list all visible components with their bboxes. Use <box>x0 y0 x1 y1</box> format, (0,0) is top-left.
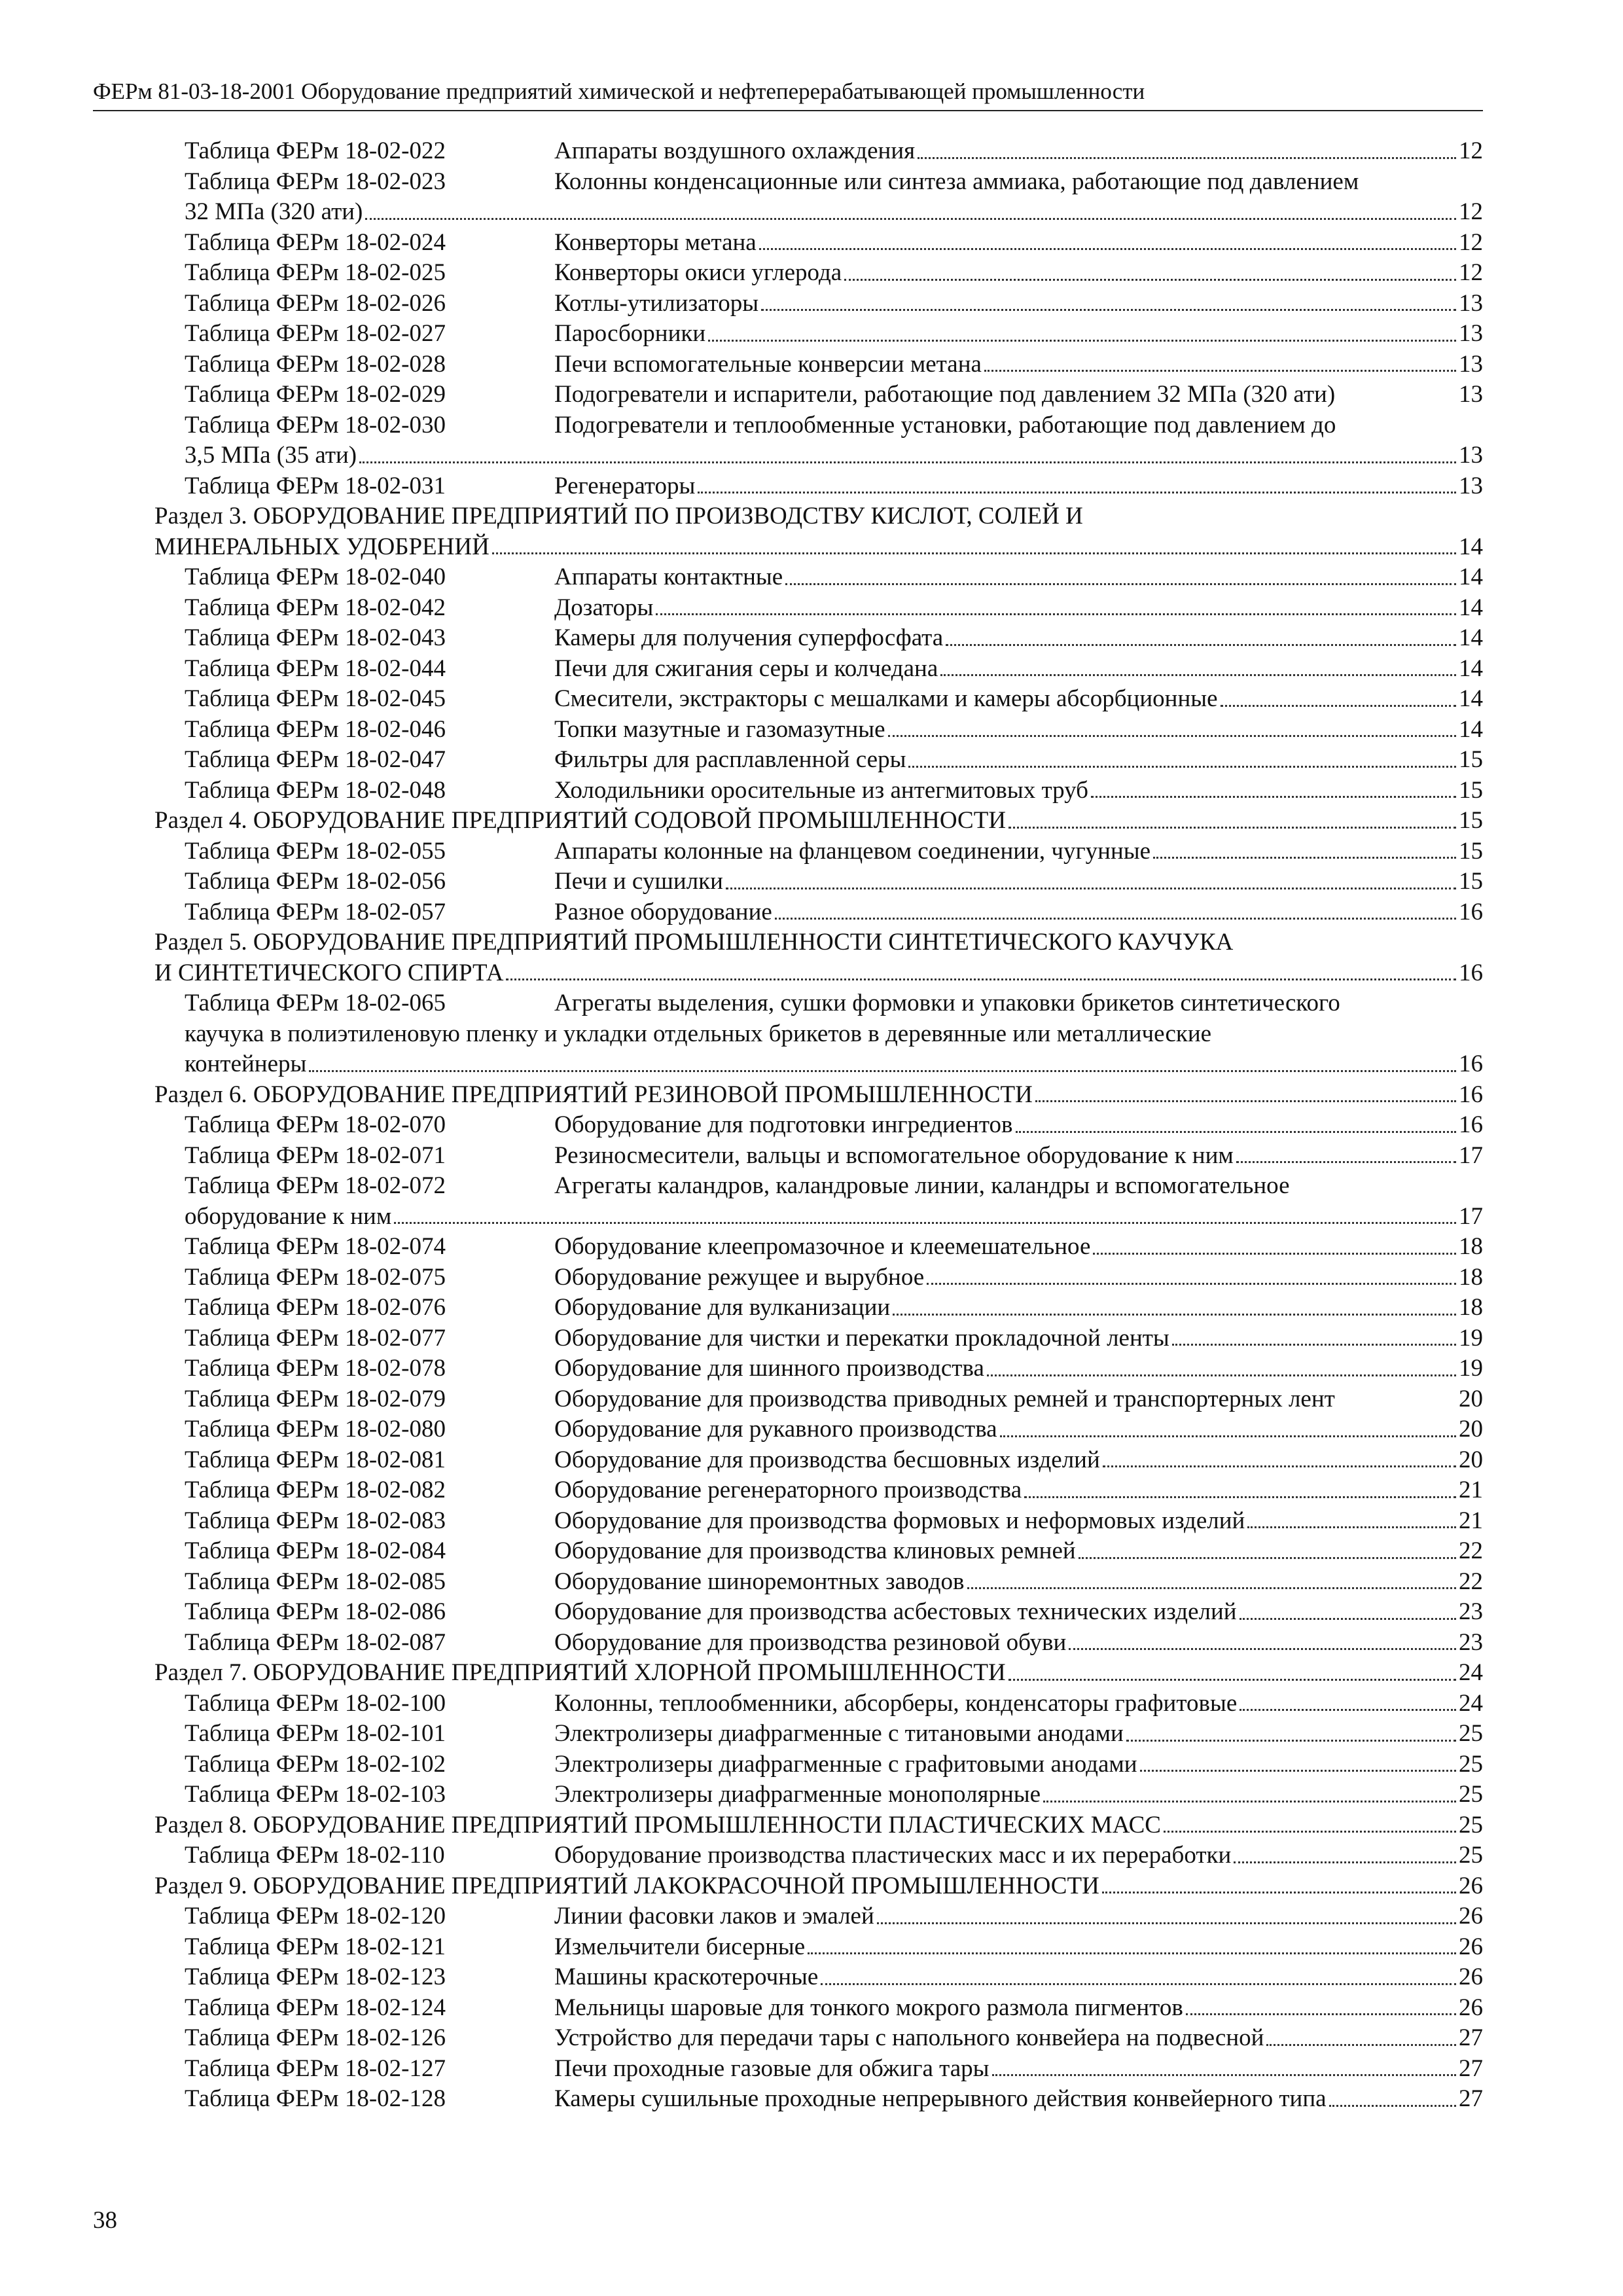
entry-title: Печи для сжигания серы и колчедана <box>554 655 938 682</box>
entry-title: Аппараты колонные на фланцевом соединении, чугунные <box>554 837 1151 865</box>
entry-title: Топки мазутные и газомазутные <box>554 715 885 743</box>
dot-leader <box>893 1313 1456 1316</box>
entry-title: Электролизеры диафрагменные с титановыми анодами <box>554 1720 1124 1747</box>
entry-title: Оборудование для вулканизации <box>554 1294 891 1321</box>
table-code: Таблица ФЕРм 18-02-047 <box>185 746 446 773</box>
table-of-contents <box>154 136 1483 2115</box>
entry-title: Подогреватели и теплообменные установки, работающие под давлением до <box>554 411 1336 439</box>
entry-title: Печи вспомогательные конверсии метана <box>554 350 982 378</box>
toc-section-heading-continuation[interactable] <box>154 958 1483 989</box>
section-title: Раздел 5. ОБОРУДОВАНИЕ ПРЕДПРИЯТИЙ ПРОМЫШЛЕННОСТИ СИНТЕТИЧЕСКОГО КАУЧУКА <box>154 929 1234 956</box>
table-code: Таблица ФЕРм 18-02-121 <box>185 1933 446 1960</box>
toc-entry[interactable] <box>154 623 1483 654</box>
toc-entry[interactable] <box>154 1384 1483 1415</box>
dot-leader <box>1164 1830 1456 1833</box>
entry-title: Паросборники <box>554 320 706 347</box>
dot-leader <box>992 2073 1456 2076</box>
table-code: Таблица ФЕРм 18-02-024 <box>185 228 446 256</box>
page-ref: 15 <box>1459 776 1483 804</box>
dot-leader <box>1186 2013 1456 2015</box>
entry-title: Аппараты воздушного охлаждения <box>554 137 916 164</box>
entry-title: Холодильники оросительные из антегмитовых труб <box>554 776 1088 804</box>
toc-entry[interactable] <box>154 1536 1483 1567</box>
dot-leader <box>1234 1861 1456 1863</box>
dot-leader <box>1091 795 1456 798</box>
toc-entry[interactable] <box>154 1719 1483 1749</box>
toc-section-heading[interactable] <box>154 927 1483 958</box>
table-code: Таблица ФЕРм 18-02-042 <box>185 594 446 621</box>
dot-leader <box>1079 1556 1456 1559</box>
toc-entry-continuation[interactable] <box>154 1049 1483 1080</box>
toc-entry[interactable] <box>154 776 1483 806</box>
table-code: Таблица ФЕРм 18-02-081 <box>185 1446 446 1473</box>
page-ref: 22 <box>1459 1537 1483 1564</box>
table-code: Таблица ФЕРм 18-02-127 <box>185 2054 446 2082</box>
entry-title: Оборудование для производства резиновой обуви <box>554 1628 1067 1656</box>
section-title-continuation: МИНЕРАЛЬНЫХ УДОБРЕНИЙ <box>154 533 490 560</box>
page-ref: 27 <box>1459 2085 1483 2112</box>
entry-title: Оборудование шиноремонтных заводов <box>554 1568 965 1595</box>
running-header: ФЕРм 81-03-18-2001 Оборудование предприятий химической и нефтеперерабатывающей промышленности <box>93 73 1483 111</box>
toc-entry[interactable] <box>154 715 1483 745</box>
page-ref: 25 <box>1459 1750 1483 1778</box>
table-code: Таблица ФЕРм 18-02-083 <box>185 1507 446 1534</box>
page-ref: 22 <box>1459 1568 1483 1595</box>
table-code: Таблица ФЕРм 18-02-023 <box>185 168 446 195</box>
dot-leader <box>1240 1617 1456 1620</box>
toc-section-heading[interactable] <box>154 501 1483 532</box>
entry-title: Оборудование для производства формовых и неформовых изделий <box>554 1507 1245 1534</box>
page-ref: 13 <box>1459 320 1483 347</box>
page-ref: 18 <box>1459 1263 1483 1291</box>
dot-leader <box>359 461 1456 463</box>
page-ref: 14 <box>1459 685 1483 712</box>
entry-title: Аппараты контактные <box>554 564 783 590</box>
entry-title: Подогреватели и испарители, работающие под давлением 32 МПа (320 ати) <box>554 381 1336 408</box>
page-ref: 14 <box>1459 624 1483 651</box>
entry-title: Оборудование для производства приводных ремней и транспортерных лент <box>554 1385 1335 1412</box>
toc-entry[interactable] <box>154 988 1483 1019</box>
table-code: Таблица ФЕРм 18-02-030 <box>185 411 446 439</box>
toc-entry[interactable] <box>154 897 1483 928</box>
table-code: Таблица ФЕРм 18-02-027 <box>185 320 446 347</box>
toc-section-heading[interactable] <box>154 1080 1483 1111</box>
table-code: Таблица ФЕРм 18-02-124 <box>185 1994 446 2021</box>
entry-title: Печи и сушилки <box>554 868 723 895</box>
dot-leader <box>1266 2043 1456 2046</box>
dot-leader <box>1126 1739 1456 1742</box>
dot-leader <box>309 1069 1456 1072</box>
table-code: Таблица ФЕРм 18-02-078 <box>185 1355 446 1382</box>
table-code: Таблица ФЕРм 18-02-044 <box>185 655 446 682</box>
page-ref: 25 <box>1459 1811 1483 1839</box>
toc-entry[interactable] <box>154 1840 1483 1871</box>
page-ref: 14 <box>1459 715 1483 743</box>
table-code: Таблица ФЕРм 18-02-100 <box>185 1689 446 1717</box>
dot-leader <box>365 217 1456 220</box>
toc-entry[interactable] <box>154 1506 1483 1537</box>
table-code: Таблица ФЕРм 18-02-040 <box>185 564 446 590</box>
dot-leader <box>1247 1526 1456 1528</box>
toc-entry[interactable] <box>154 410 1483 441</box>
toc-entry[interactable] <box>154 1567 1483 1598</box>
entry-title-continuation: оборудование к ним <box>185 1202 392 1230</box>
dot-leader <box>759 247 1456 250</box>
entry-title: Конверторы окиси углерода <box>554 259 842 286</box>
toc-entry[interactable] <box>154 1354 1483 1384</box>
entry-title: Устройство для передачи тары с напольного конвейера на подвесной <box>554 2024 1264 2051</box>
table-code: Таблица ФЕРм 18-02-031 <box>185 472 446 499</box>
dot-leader <box>761 308 1456 311</box>
page-ref: 26 <box>1459 1994 1483 2021</box>
section-title: Раздел 7. ОБОРУДОВАНИЕ ПРЕДПРИЯТИЙ ХЛОРНОЙ ПРОМЫШЛЕННОСТИ <box>154 1659 1006 1686</box>
table-code: Таблица ФЕРм 18-02-087 <box>185 1628 446 1656</box>
dot-leader <box>1093 1252 1456 1255</box>
toc-entry[interactable] <box>154 380 1483 410</box>
table-code: Таблица ФЕРм 18-02-056 <box>185 868 446 895</box>
page-ref: 12 <box>1459 137 1483 164</box>
page-ref: 26 <box>1459 1872 1483 1899</box>
toc-entry[interactable] <box>154 1293 1483 1323</box>
section-title: Раздел 4. ОБОРУДОВАНИЕ ПРЕДПРИЯТИЙ СОДОВОЙ ПРОМЫШЛЕННОСТИ <box>154 807 1007 834</box>
toc-entry[interactable] <box>154 2023 1483 2054</box>
dot-leader <box>927 1282 1456 1285</box>
dot-leader <box>708 339 1456 342</box>
toc-entry[interactable] <box>154 684 1483 715</box>
table-code: Таблица ФЕРм 18-02-103 <box>185 1781 446 1808</box>
page-ref: 26 <box>1459 1933 1483 1960</box>
dot-leader <box>844 278 1456 281</box>
table-code: Таблица ФЕРм 18-02-110 <box>185 1842 445 1869</box>
page-ref: 18 <box>1459 1294 1483 1321</box>
page-ref: 24 <box>1459 1659 1483 1686</box>
page-ref: 20 <box>1459 1446 1483 1473</box>
table-code: Таблица ФЕРм 18-02-079 <box>185 1385 446 1412</box>
toc-entry[interactable] <box>154 836 1483 867</box>
dot-leader <box>394 1221 1456 1224</box>
toc-entry[interactable] <box>154 1749 1483 1780</box>
dot-leader <box>1240 1708 1456 1711</box>
table-code: Таблица ФЕРм 18-02-123 <box>185 1964 446 1990</box>
page-ref: 17 <box>1459 1202 1483 1230</box>
dot-leader <box>1329 2104 1456 2107</box>
page-ref: 27 <box>1459 2054 1483 2082</box>
entry-title: Оборудование для производства бесшовных изделий <box>554 1446 1100 1473</box>
toc-section-heading-continuation[interactable] <box>154 532 1483 563</box>
table-code: Таблица ФЕРм 18-02-065 <box>185 990 446 1016</box>
page-ref: 19 <box>1459 1355 1483 1382</box>
toc-entry[interactable] <box>154 228 1483 259</box>
entry-title: Разное оборудование <box>554 898 772 925</box>
toc-entry[interactable] <box>154 1232 1483 1263</box>
dot-leader <box>984 369 1456 372</box>
page-ref: 13 <box>1459 442 1483 469</box>
table-code: Таблица ФЕРм 18-02-057 <box>185 898 446 925</box>
entry-title: Оборудование для производства асбестовых технических изделий <box>554 1598 1237 1625</box>
dot-leader <box>1008 826 1456 829</box>
dot-leader <box>1172 1343 1456 1346</box>
page-ref: 12 <box>1459 228 1483 256</box>
toc-entry[interactable] <box>154 1993 1483 2024</box>
page-ref: 15 <box>1459 746 1483 773</box>
page-ref: 24 <box>1459 1689 1483 1717</box>
page-ref: 12 <box>1459 259 1483 286</box>
toc-entry[interactable] <box>154 1171 1483 1202</box>
table-code: Таблица ФЕРм 18-02-128 <box>185 2085 446 2112</box>
dot-leader <box>1069 1647 1456 1650</box>
page-ref: 25 <box>1459 1720 1483 1747</box>
entry-title: Оборудование производства пластических масс и их переработки <box>554 1842 1232 1869</box>
dot-leader <box>726 887 1456 889</box>
table-code: Таблица ФЕРм 18-02-101 <box>185 1720 446 1747</box>
entry-title: Смесители, экстракторы с мешалками и камеры абсорбционные <box>554 685 1218 712</box>
page-ref: 17 <box>1459 1141 1483 1169</box>
page-ref: 13 <box>1459 289 1483 317</box>
table-code: Таблица ФЕРм 18-02-086 <box>185 1598 446 1625</box>
dot-leader <box>1000 1435 1456 1437</box>
dot-leader <box>888 734 1456 737</box>
dot-leader <box>877 1922 1456 1924</box>
section-title: Раздел 8. ОБОРУДОВАНИЕ ПРЕДПРИЯТИЙ ПРОМЫШЛЕННОСТИ ПЛАСТИЧЕСКИХ МАСС <box>154 1811 1161 1839</box>
entry-title: Оборудование для шинного производства <box>554 1355 984 1382</box>
toc-entry[interactable] <box>154 2084 1483 2115</box>
table-code: Таблица ФЕРм 18-02-102 <box>185 1750 446 1778</box>
page-ref: 20 <box>1459 1385 1483 1412</box>
entry-title: Колонны, теплообменники, абсорберы, конденсаторы графитовые <box>554 1689 1238 1717</box>
table-code: Таблица ФЕРм 18-02-022 <box>185 137 446 164</box>
entry-title: Камеры для получения суперфосфата <box>554 624 944 651</box>
toc-section-heading[interactable] <box>154 1658 1483 1689</box>
section-title-continuation: И СИНТЕТИЧЕСКОГО СПИРТА <box>154 959 504 986</box>
entry-title: Оборудование для производства клиновых ремней <box>554 1537 1076 1564</box>
entry-title: Агрегаты выделения, сушки формовки и упаковки брикетов синтетического <box>554 990 1340 1016</box>
page-ref: 26 <box>1459 1964 1483 1990</box>
toc-entry[interactable] <box>154 350 1483 380</box>
dot-leader <box>1102 1891 1456 1893</box>
entry-title: Резиносмесители, вальцы и вспомогательное оборудование к ним <box>554 1141 1234 1169</box>
toc-entry[interactable] <box>154 593 1483 624</box>
entry-title-continuation: 32 МПа (320 ати) <box>185 198 363 225</box>
table-code: Таблица ФЕРм 18-02-077 <box>185 1324 446 1352</box>
dot-leader <box>775 917 1456 920</box>
entry-title: Мельницы шаровые для тонкого мокрого размола пигментов <box>554 1994 1183 2021</box>
entry-title: Измельчители бисерные <box>554 1933 806 1960</box>
toc-entry[interactable] <box>154 562 1483 593</box>
toc-entry[interactable] <box>154 745 1483 776</box>
page-ref: 18 <box>1459 1233 1483 1260</box>
toc-entry[interactable] <box>154 167 1483 198</box>
dot-leader <box>918 156 1456 159</box>
page-ref: 23 <box>1459 1628 1483 1656</box>
page-ref: 21 <box>1459 1477 1483 1503</box>
page-ref: 23 <box>1459 1598 1483 1625</box>
page-ref: 26 <box>1459 1903 1483 1929</box>
section-title: Раздел 3. ОБОРУДОВАНИЕ ПРЕДПРИЯТИЙ ПО ПРОИЗВОДСТВУ КИСЛОТ, СОЛЕЙ И <box>154 503 1083 529</box>
dot-leader <box>1008 1678 1456 1681</box>
entry-title: Электролизеры диафрагменные с графитовыми анодами <box>554 1750 1137 1778</box>
toc-entry[interactable] <box>154 2054 1483 2085</box>
entry-title: Дозаторы <box>554 594 654 621</box>
dot-leader <box>987 1374 1456 1376</box>
toc-entry[interactable] <box>154 1597 1483 1628</box>
toc-entry[interactable] <box>154 1628 1483 1659</box>
toc-entry[interactable] <box>154 1323 1483 1354</box>
section-title: Раздел 9. ОБОРУДОВАНИЕ ПРЕДПРИЯТИЙ ЛАКОКРАСОЧНОЙ ПРОМЫШЛЕННОСТИ <box>154 1872 1099 1899</box>
entry-title-continuation: контейнеры <box>185 1050 307 1077</box>
table-code: Таблица ФЕРм 18-02-048 <box>185 776 446 804</box>
dot-leader <box>940 673 1456 676</box>
page-ref: 16 <box>1459 959 1483 986</box>
entry-title: Оборудование для рукавного производства <box>554 1416 997 1443</box>
dot-leader <box>1236 1160 1456 1163</box>
entry-title: Линии фасовки лаков и эмалей <box>554 1903 874 1929</box>
dot-leader <box>1043 1800 1456 1803</box>
entry-title: Котлы-утилизаторы <box>554 289 759 317</box>
table-code: Таблица ФЕРм 18-02-029 <box>185 381 446 408</box>
table-code: Таблица ФЕРм 18-02-080 <box>185 1416 446 1443</box>
table-code: Таблица ФЕРм 18-02-045 <box>185 685 446 712</box>
toc-section-heading[interactable] <box>154 806 1483 836</box>
toc-entry[interactable] <box>154 1901 1483 1932</box>
page-ref: 16 <box>1459 1050 1483 1077</box>
entry-title: Оборудование клеепромазочное и клеемешательное <box>554 1233 1091 1260</box>
table-code: Таблица ФЕРм 18-02-126 <box>185 2024 446 2051</box>
dot-leader <box>785 583 1456 585</box>
entry-title: Оборудование регенераторного производства <box>554 1477 1022 1503</box>
toc-entry-continuation[interactable] <box>154 440 1483 471</box>
dot-leader <box>967 1587 1456 1589</box>
table-code: Таблица ФЕРм 18-02-055 <box>185 837 446 865</box>
toc-entry[interactable] <box>154 1445 1483 1476</box>
page-ref: 19 <box>1459 1324 1483 1352</box>
page-ref: 25 <box>1459 1842 1483 1869</box>
toc-entry[interactable] <box>154 1475 1483 1506</box>
toc-section-heading[interactable] <box>154 1810 1483 1841</box>
page-ref: 16 <box>1459 1081 1483 1108</box>
table-code: Таблица ФЕРм 18-02-074 <box>185 1233 446 1260</box>
toc-entry[interactable] <box>154 1263 1483 1293</box>
toc-entry[interactable] <box>154 1110 1483 1141</box>
page-ref: 14 <box>1459 594 1483 621</box>
table-code: Таблица ФЕРм 18-02-076 <box>185 1294 446 1321</box>
toc-entry[interactable] <box>154 471 1483 502</box>
table-code: Таблица ФЕРм 18-02-046 <box>185 715 446 743</box>
entry-title: Камеры сушильные проходные непрерывного действия конвейерного типа <box>554 2085 1327 2112</box>
toc-entry[interactable] <box>154 1141 1483 1172</box>
page-ref: 14 <box>1459 655 1483 682</box>
page-ref: 12 <box>1459 198 1483 225</box>
toc-section-heading[interactable] <box>154 1871 1483 1902</box>
dot-leader <box>1024 1496 1456 1498</box>
page-ref: 13 <box>1459 381 1483 408</box>
dot-leader <box>506 978 1456 980</box>
page-ref: 16 <box>1459 1111 1483 1138</box>
table-code: Таблица ФЕРм 18-02-028 <box>185 350 446 378</box>
dot-leader <box>1140 1769 1456 1772</box>
entry-title: Оборудование для чистки и перекатки прокладочной ленты <box>554 1324 1169 1352</box>
page-number: 38 <box>93 2207 117 2234</box>
entry-title-continuation: каучука в полиэтиленовую пленку и укладки отдельных брикетов в деревянные или металлические <box>185 1020 1212 1047</box>
toc-entry-continuation[interactable] <box>154 197 1483 228</box>
dot-leader <box>492 552 1456 554</box>
entry-title: Конверторы метана <box>554 228 757 256</box>
page-ref: 25 <box>1459 1781 1483 1808</box>
toc-entry[interactable] <box>154 289 1483 319</box>
dot-leader <box>908 765 1456 768</box>
page-ref: 21 <box>1459 1507 1483 1534</box>
dot-leader <box>946 643 1456 646</box>
toc-entry[interactable] <box>154 654 1483 685</box>
page-ref: 15 <box>1459 837 1483 865</box>
table-code: Таблица ФЕРм 18-02-084 <box>185 1537 446 1564</box>
entry-title: Машины краскотерочные <box>554 1964 819 1990</box>
table-code: Таблица ФЕРм 18-02-026 <box>185 289 446 317</box>
table-code: Таблица ФЕРм 18-02-043 <box>185 624 446 651</box>
dot-leader <box>821 1982 1456 1985</box>
table-code: Таблица ФЕРм 18-02-120 <box>185 1903 446 1929</box>
entry-title: Оборудование режущее и вырубное <box>554 1263 925 1291</box>
page-ref: 16 <box>1459 898 1483 925</box>
page-ref: 13 <box>1459 350 1483 378</box>
dot-leader <box>656 613 1456 615</box>
toc-entry[interactable] <box>154 1932 1483 1963</box>
dot-leader <box>1221 704 1456 707</box>
toc-entry[interactable] <box>154 1414 1483 1445</box>
table-code: Таблица ФЕРм 18-02-025 <box>185 259 446 286</box>
page-ref: 20 <box>1459 1416 1483 1443</box>
page-ref: 15 <box>1459 807 1483 834</box>
entry-title: Электролизеры диафрагменные монополярные <box>554 1781 1041 1808</box>
toc-entry[interactable] <box>154 1780 1483 1810</box>
toc-entry[interactable] <box>154 1689 1483 1719</box>
page-ref: 14 <box>1459 533 1483 560</box>
dot-leader <box>1103 1465 1456 1467</box>
table-code: Таблица ФЕРм 18-02-075 <box>185 1263 446 1291</box>
dot-leader <box>698 491 1456 493</box>
toc-entry[interactable] <box>154 319 1483 350</box>
entry-title: Печи проходные газовые для обжига тары <box>554 2054 990 2082</box>
table-code: Таблица ФЕРм 18-02-072 <box>185 1172 446 1199</box>
page-ref: 27 <box>1459 2024 1483 2051</box>
entry-title: Фильтры для расплавленной серы <box>554 746 906 773</box>
dot-leader <box>1035 1100 1456 1102</box>
table-code: Таблица ФЕРм 18-02-071 <box>185 1141 446 1169</box>
page-ref: 14 <box>1459 564 1483 590</box>
dot-leader <box>1016 1130 1456 1133</box>
toc-entry[interactable] <box>154 136 1483 167</box>
entry-title: Агрегаты каландров, каландровые линии, каландры и вспомогательное <box>554 1172 1290 1199</box>
toc-entry[interactable] <box>154 1962 1483 1993</box>
section-title: Раздел 6. ОБОРУДОВАНИЕ ПРЕДПРИЯТИЙ РЕЗИНОВОЙ ПРОМЫШЛЕННОСТИ <box>154 1081 1033 1108</box>
entry-title: Регенераторы <box>554 472 696 499</box>
toc-entry[interactable] <box>154 258 1483 289</box>
table-code: Таблица ФЕРм 18-02-082 <box>185 1477 446 1503</box>
entry-title: Оборудование для подготовки ингредиентов <box>554 1111 1013 1138</box>
table-code: Таблица ФЕРм 18-02-070 <box>185 1111 446 1138</box>
dot-leader <box>808 1952 1456 1954</box>
page-ref: 13 <box>1459 472 1483 499</box>
entry-title: Колонны конденсационные или синтеза аммиака, работающие под давлением <box>554 168 1359 195</box>
table-code: Таблица ФЕРм 18-02-085 <box>185 1568 446 1595</box>
toc-entry-continuation[interactable] <box>154 1019 1483 1050</box>
entry-title-continuation: 3,5 МПа (35 ати) <box>185 442 357 469</box>
toc-entry-continuation[interactable] <box>154 1202 1483 1232</box>
toc-entry[interactable] <box>154 867 1483 897</box>
page-ref: 15 <box>1459 868 1483 895</box>
dot-leader <box>1153 856 1456 859</box>
